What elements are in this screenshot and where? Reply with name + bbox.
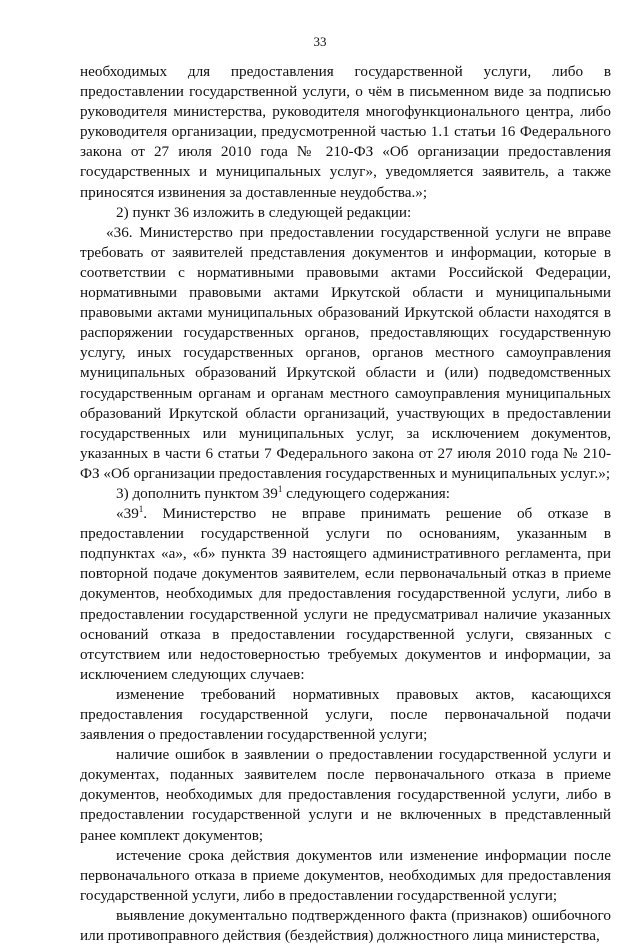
page-number: 33 [313, 34, 327, 49]
paragraph-9: выявление документально подтвержденного факта (признаков) ошибочного или противоправного действия (бездействия) должностного лица министерства, [80, 906, 611, 945]
paragraph-3: «36. Министерство при предоставлении государственной услуги не вправе требовать от заявителей представления документов и информации, которые в соответствии с нормативными правовыми актами Российской Федерации, нормативными правовыми актами Иркутской области и муниципальными правовыми актами муниципальных образований Иркутской области находятся в распоряжении государственных органов, предоставляющих государственную услугу, иных государственных органов, органов местного самоуправления муниципальных образований Иркутской области и (или) подведомственных государственным органам и органам местного самоуправления муниципальных образований Иркутской области организаций, участвующих в предоставлении государственных или муниципальных услуг, за исключением документов, указанных в части 6 статьи 7 Федерального закона от 27 июля 2010 года № 210-ФЗ «Об организации предоставления государственных и муниципальных услуг.»; [80, 223, 611, 482]
paragraph-6: изменение требований нормативных правовых актов, касающихся предоставления государственной услуги, после первоначальной подачи заявления о предоставлении государственной услуги; [80, 685, 611, 744]
paragraph-1: необходимых для предоставления государственной услуги, либо в предоставлении государственной услуги, о чём в письменном виде за подписью руководителя министерства, руководителя многофункционального центра, либо руководителя организации, предусмотренной частью 1.1 статьи 16 Федерального закона от 27 июля 2010 года № 210-ФЗ «Об организации предоставления государственных и муниципальных услуг», уведомляется заявитель, а также приносятся извинения за доставленные неудобства.»; [80, 63, 611, 201]
superscript-2: 1 [138, 504, 144, 515]
paragraph-4-tail: следующего содержания: [286, 484, 451, 502]
body-text [80, 62, 611, 946]
paragraph-7: наличие ошибок в заявлении о предоставлении государственной услуги и документах, поданных заявителем после первоначального отказа в приеме документов, необходимых для предоставления государственной услуги, либо в предоставлении государственной услуги и не включенных в представленный ранее комплект документов; [80, 746, 611, 844]
paragraph-8: истечение срока действия документов или изменение информации после первоначального отказа в приеме документов, необходимых для предоставления государственной услуги, либо в предоставлении государственной услуги; [80, 846, 611, 904]
paragraph-2: 2) пункт 36 изложить в следующей редакции: [116, 203, 412, 221]
paragraph-5 [80, 504, 611, 685]
paragraph-4-text: 3) дополнить пунктом 39 [116, 484, 278, 502]
superscript-1: 1 [277, 483, 283, 494]
paragraph-5-lead: «39 [116, 505, 139, 523]
paragraph-5-text: . Министерство не вправе принимать решение об отказе в предоставлении государственной услуги по основаниям, указанным в подпунктах «а», «б» пункта 39 настоящего административного регламента, при повторной подаче документов заявителем, если первоначальный отказ в приеме документов, необходимых для предоставления государственной услуги, либо в предоставлении государственной услуги не предусматривал наличие указанных оснований отказа в предоставлении государственной услуги, связанных с отсутствием или недостоверностью требуемых документов и информации, за исключением следующих случаев: [80, 505, 611, 683]
paragraph-4 [80, 484, 611, 504]
